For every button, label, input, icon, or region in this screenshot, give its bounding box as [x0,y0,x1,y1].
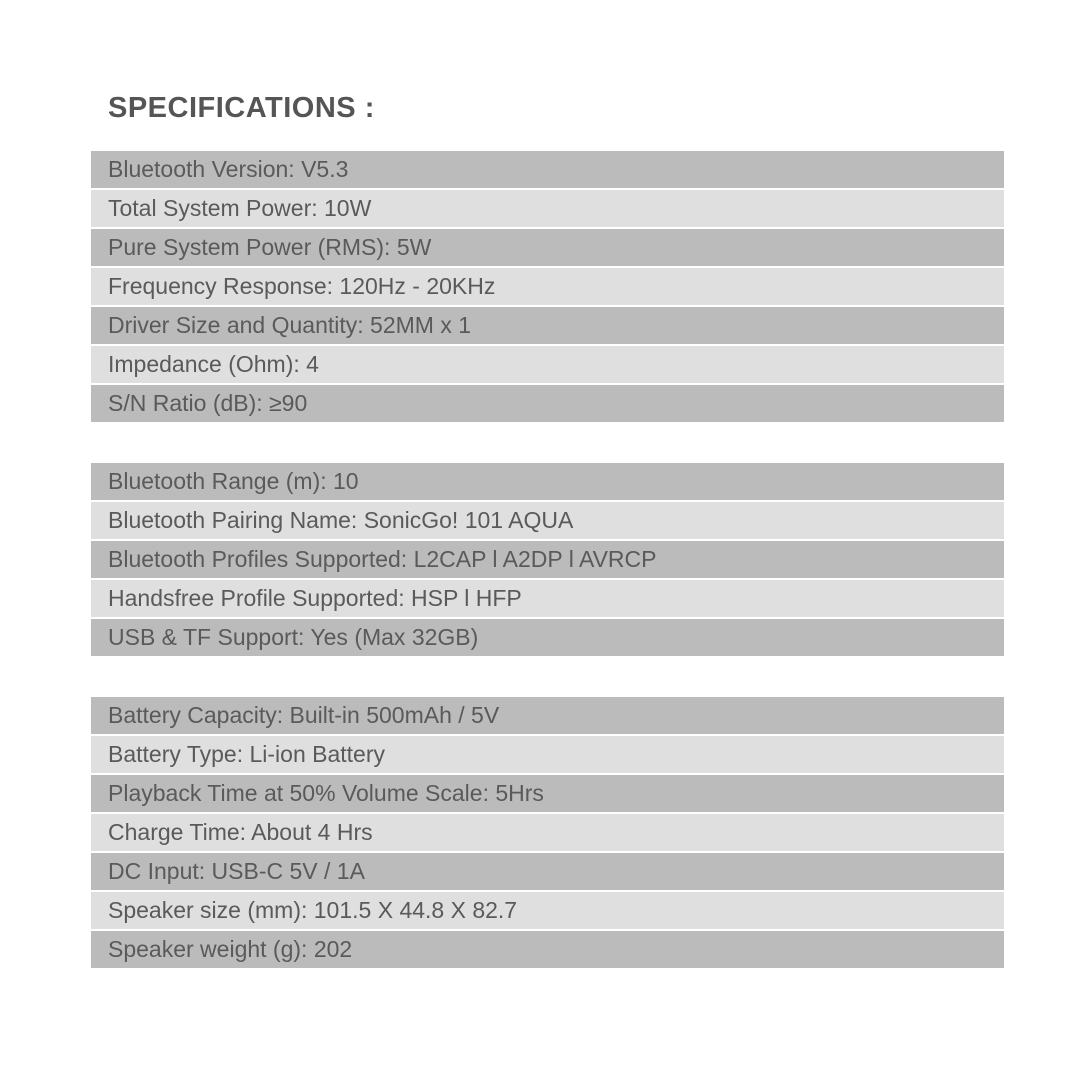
spec-group-bluetooth [91,463,1004,656]
spec-row: S/N Ratio (dB): ≥90 [91,385,1004,422]
spec-row: Playback Time at 50% Volume Scale: 5Hrs [91,775,1004,812]
spec-group-battery [91,697,1004,968]
spec-row: Bluetooth Version: V5.3 [91,151,1004,188]
spec-row: Driver Size and Quantity: 52MM x 1 [91,307,1004,344]
spec-row: Bluetooth Profiles Supported: L2CAP l A2DP l AVRCP [91,541,1004,578]
spec-row: DC Input: USB-C 5V / 1A [91,853,1004,890]
spec-row: Impedance (Ohm): 4 [91,346,1004,383]
spec-row: Bluetooth Range (m): 10 [91,463,1004,500]
spec-row: Total System Power: 10W [91,190,1004,227]
spec-row: Speaker size (mm): 101.5 X 44.8 X 82.7 [91,892,1004,929]
page-title: SPECIFICATIONS : [108,92,375,124]
spec-row: Speaker weight (g): 202 [91,931,1004,968]
spec-group-audio [91,151,1004,422]
spec-row: Frequency Response: 120Hz - 20KHz [91,268,1004,305]
spec-row: Handsfree Profile Supported: HSP l HFP [91,580,1004,617]
spec-row: USB & TF Support: Yes (Max 32GB) [91,619,1004,656]
spec-row: Battery Capacity: Built-in 500mAh / 5V [91,697,1004,734]
spec-row: Charge Time: About 4 Hrs [91,814,1004,851]
spec-row: Pure System Power (RMS): 5W [91,229,1004,266]
spec-row: Battery Type: Li-ion Battery [91,736,1004,773]
spec-row: Bluetooth Pairing Name: SonicGo! 101 AQUA [91,502,1004,539]
